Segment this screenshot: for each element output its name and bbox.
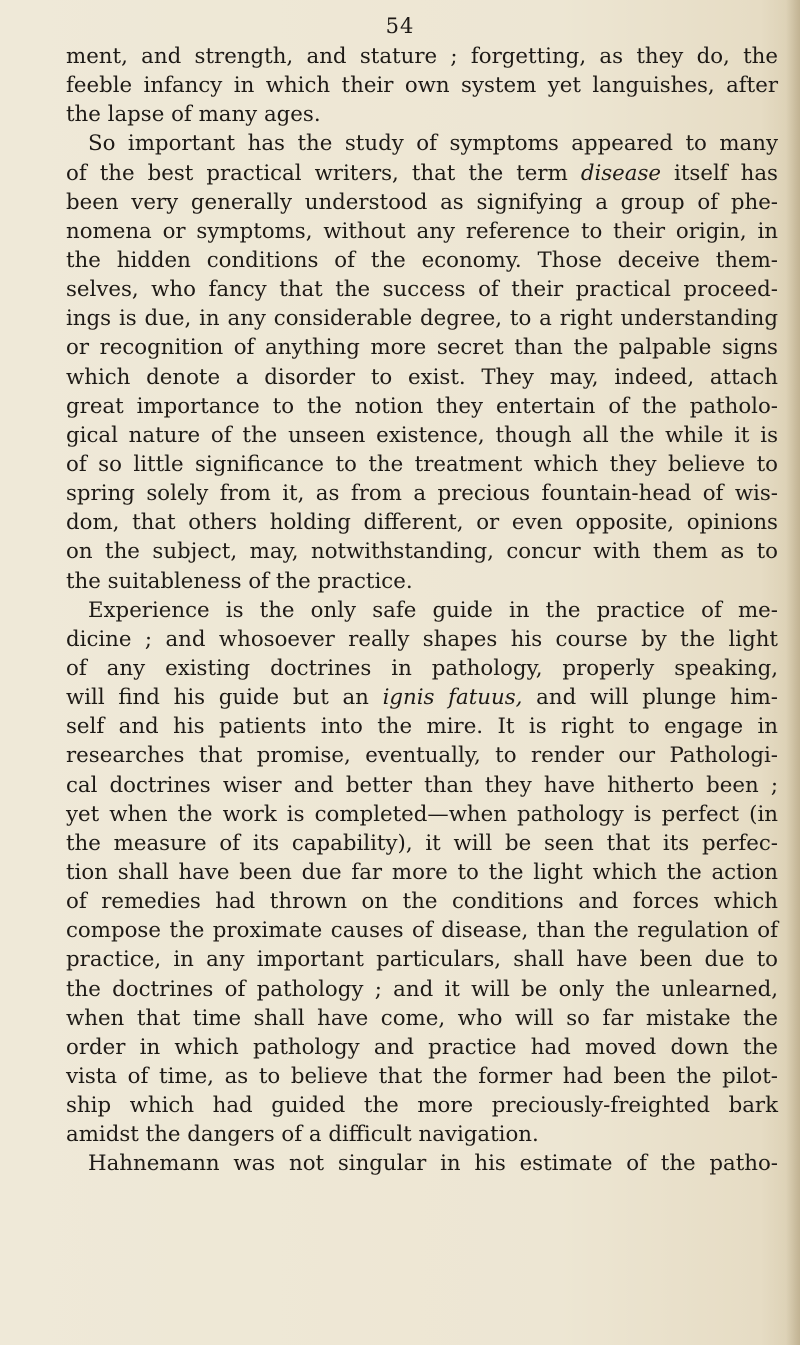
- text-line: of any existing doctrines in pathology, properly speaking,: [66, 655, 778, 681]
- text-line: dom, that others holding different, or even opposite, opinions: [66, 510, 778, 536]
- italic-term: disease: [580, 160, 662, 186]
- text-line: or recognition of anything more secret than the palpable signs: [66, 335, 778, 361]
- text-line: great importance to the notion they entertain of the patholo-: [66, 393, 778, 419]
- text-line: Experience is the only safe guide in the practice of me-: [88, 597, 778, 623]
- text-line: compose the proximate causes of disease, than the regulation of: [66, 918, 778, 944]
- text-line: of so little significance to the treatment which they believe to: [66, 451, 778, 477]
- text-line: nomena or symptoms, without any reference to their origin, in: [66, 218, 778, 244]
- text-line: [66, 159, 778, 188]
- text-line: researches that promise, eventually, to render our Pathologi-: [66, 743, 778, 769]
- text-line: the lapse of many ages.: [66, 102, 321, 128]
- text-line: amidst the dangers of a difficult navigation.: [66, 1122, 539, 1148]
- text-line: cal doctrines wiser and better than they have hitherto been ;: [66, 772, 778, 798]
- text-segment: will find his guide but an: [66, 685, 369, 711]
- text-line: practice, in any important particulars, shall have been due to: [66, 947, 778, 973]
- text-line: order in which pathology and practice had moved down the: [66, 1034, 778, 1060]
- text-line: gical nature of the unseen existence, though all the while it is: [66, 422, 778, 448]
- text-line: vista of time, as to believe that the former had been the pilot-: [66, 1063, 778, 1089]
- page-edge-shadow: [786, 0, 800, 1345]
- text-segment: and will plunge him-: [536, 685, 778, 711]
- text-line: which denote a disorder to exist. They may, indeed, attach: [66, 364, 778, 390]
- text-line: feeble infancy in which their own system yet languishes, after: [66, 73, 778, 99]
- text-line: of remedies had thrown on the conditions and forces which: [66, 889, 778, 915]
- text-line: ings is due, in any considerable degree, to a right understanding: [66, 306, 778, 332]
- text-line: Hahnemann was not singular in his estimate of the patho-: [88, 1151, 778, 1177]
- text-segment: itself has: [674, 160, 778, 186]
- text-line: So important has the study of symptoms appeared to many: [88, 131, 778, 157]
- text-line: been very generally understood as signifying a group of phe-: [66, 189, 778, 215]
- body-text: [66, 42, 778, 1178]
- text-line: when that time shall have come, who will so far mistake the: [66, 1005, 778, 1031]
- text-line: the doctrines of pathology ; and it will be only the unlearned,: [66, 976, 778, 1002]
- text-line: selves, who fancy that the success of their practical proceed-: [66, 277, 778, 303]
- text-line: yet when the work is completed—when pathology is perfect (in: [66, 801, 778, 827]
- text-line: ship which had guided the more preciously-freighted bark: [66, 1093, 778, 1119]
- text-line: ment, and strength, and stature ; forgetting, as they do, the: [66, 44, 778, 69]
- text-line: [66, 683, 778, 712]
- text-line: on the subject, may, notwithstanding, concur with them as to: [66, 539, 778, 565]
- text-line: the measure of its capability), it will be seen that its perfec-: [66, 830, 778, 856]
- text-segment: of the best practical writers, that the term: [66, 160, 568, 186]
- text-line: self and his patients into the mire. It is right to engage in: [66, 714, 778, 740]
- italic-term: ignis fatuus,: [382, 685, 523, 711]
- text-line: tion shall have been due far more to the light which the action: [66, 859, 778, 885]
- text-line: the suitableness of the practice.: [66, 568, 413, 594]
- text-line: spring solely from it, as from a precious fountain-head of wis-: [66, 481, 778, 507]
- text-line: dicine ; and whosoever really shapes his course by the light: [66, 626, 778, 652]
- page-number: 54: [385, 14, 415, 38]
- text-line: the hidden conditions of the economy. Those deceive them-: [66, 247, 778, 273]
